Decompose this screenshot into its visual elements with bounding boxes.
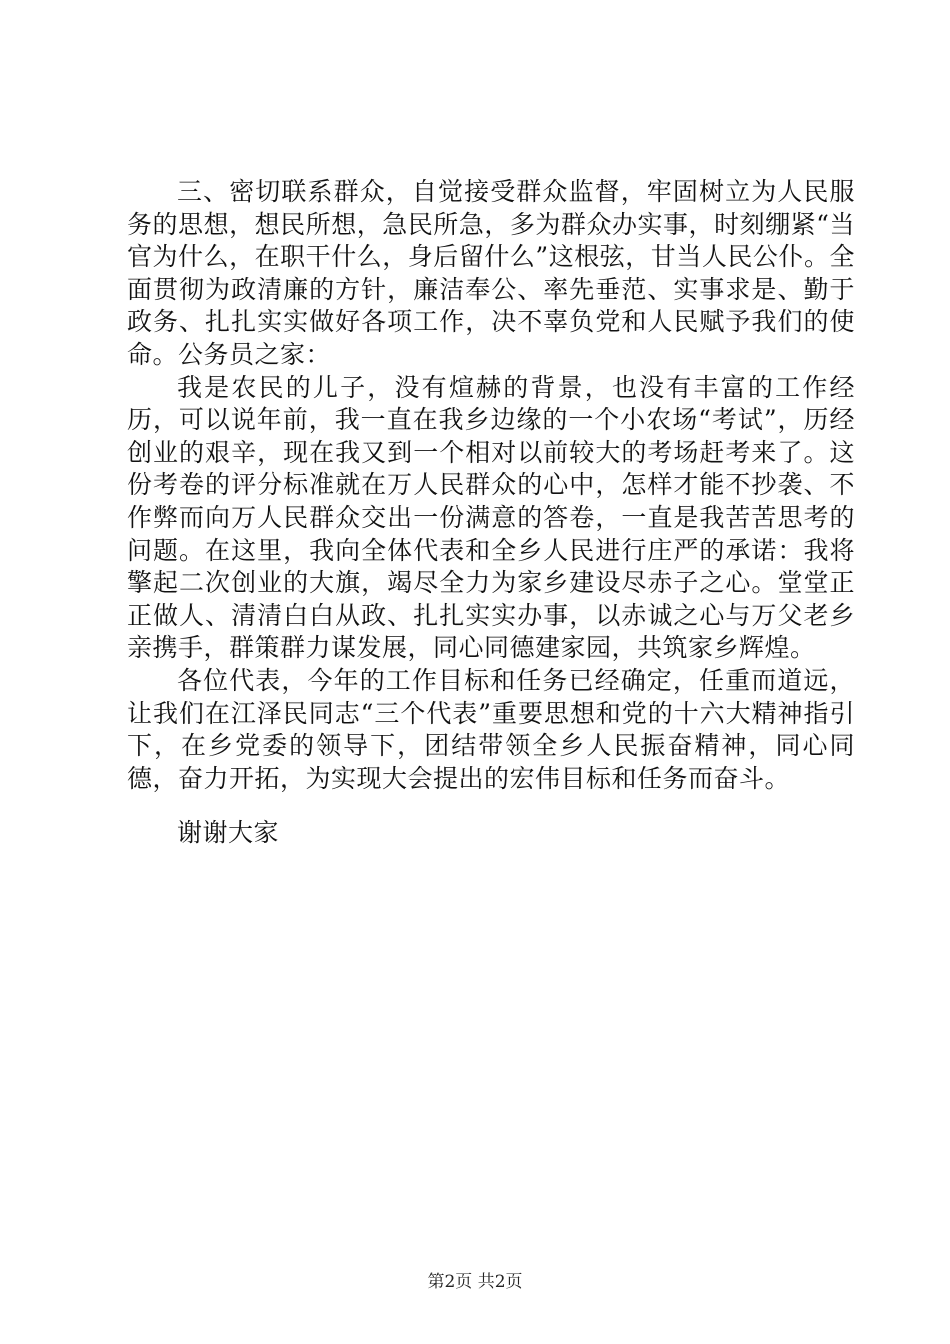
paragraph-farmer-son: 我是农民的儿子，没有煊赫的背景，也没有丰富的工作经历，可以说年前，我一直在我乡边缘的一个小农场“考试”，历经创业的艰辛，现在我又到一个相对以前较大的考场赶考来了。这份考卷的评分标准就在万人民群众的心中，怎样才能不抄袭、不作弊而向万人民群众交出一份满意的答卷，一直是我苦苦思考的问题。在这里，我向全体代表和全乡人民进行庄严的承诺：我将擎起二次创业的大旗，竭尽全力为家乡建设尽赤子之心。堂堂正正做人、清清白白从政、扎扎实实办事，以赤诚之心与万父老乡亲携手，群策群力谋发展，同心同德建家园，共筑家乡辉煌。 <box>127 372 855 663</box>
page-footer: 第2页 共2页 <box>427 1272 523 1292</box>
paragraph-contact-masses: 三、密切联系群众，自觉接受群众监督，牢固树立为人民服务的思想，想民所想，急民所急，多为群众办实事，时刻绷紧“当官为什么，在职干什么，身后留什么”这根弦，甘当人民公仆。全面贯彻为政清廉的方针，廉洁奉公、率先垂范、实事求是、勤于政务、扎扎实实做好各项工作，决不辜负党和人民赋予我们的使命。公务员之家： <box>127 177 855 369</box>
document-body <box>127 176 855 795</box>
closing-thanks: 谢谢大家 <box>177 818 280 847</box>
paragraph-call-to-action: 各位代表，今年的工作目标和任务已经确定，任重而道远，让我们在江泽民同志“三个代表”重要思想和党的十六大精神指引下，在乡党委的领导下，团结带领全乡人民振奋精神，同心同德，奋力开拓，为实现大会提出的宏伟目标和任务而奋斗。 <box>127 665 855 793</box>
